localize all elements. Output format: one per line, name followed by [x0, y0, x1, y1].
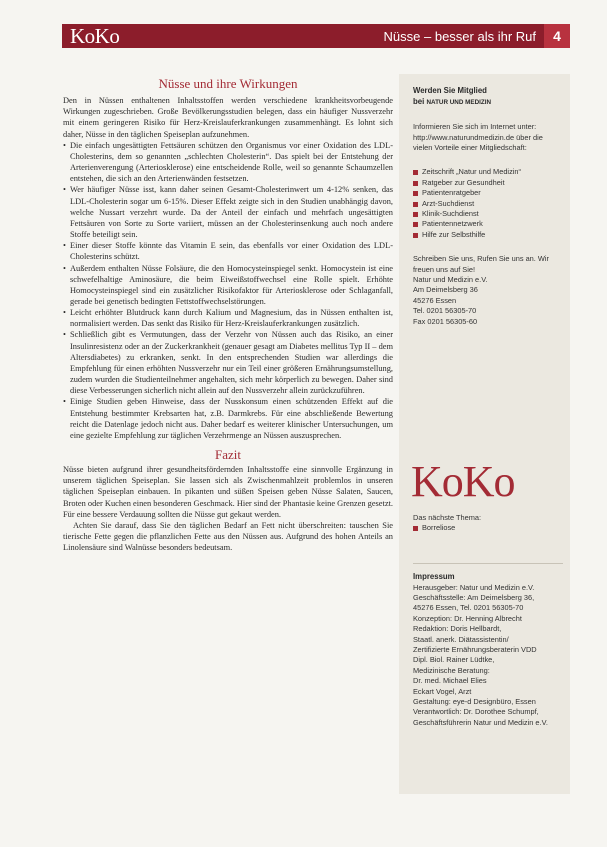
square-bullet-icon [413, 181, 418, 186]
fazit-paragraph: Achten Sie darauf, dass Sie den täglichen Bedarf an Fett nicht überschreiten: tauschen Sie tierische Fette gegen die pflanzlichen Fette aus den Nüssen aus. Aufgrund des hohen Anteils an Linolensäure sind Walnüsse besonders bedeutsam. [63, 520, 393, 553]
membership-heading-prefix: bei [413, 96, 427, 106]
list-item: • Außerdem enthalten Nüsse Folsäure, die den Homocysteinspiegel senkt. Homocystein ist eine schwefelhaltige Aminosäure, die beim Eiweißstoffwechsel eine Rolle spielt. Erhöhte Homocysteinspiegel sind ein zusätzlicher Risikofaktor für Arteriosklerose oder Schlaganfall, gerade bei genetisch bedingten Fettstoffwechselstörungen. [63, 263, 393, 308]
membership-heading [413, 86, 563, 108]
effects-list [63, 140, 393, 441]
fazit-heading: Fazit [215, 447, 241, 462]
contact-phone: Tel. 0201 56305-70 [413, 306, 477, 316]
list-item: Patientennetzwerk [413, 219, 563, 229]
fazit-paragraph: Nüsse bieten aufgrund ihrer gesundheitsfördernden Inhaltsstoffe eine sinnvolle Ergänzung in unserem täglichen Speiseplan. Sie lassen sich als Zwischenmahlzeit problemlos in unseren täglichen Speiseplan einbauen. In pikanten und süßen Speisen geben Nüsse Salaten, Saucen, Broten oder Kuchen einen besonderen Geschmack. Hier sind der Phantasie keine Grenzen gesetzt. Für eine bessere Verdauung sollten die Nüsse gut gekaut werden. [63, 465, 393, 519]
impressum-line: Zertifizierte Ernährungsberaterin VDD [413, 645, 537, 655]
divider [413, 563, 563, 564]
impressum-line: 45276 Essen, Tel. 0201 56305-70 [413, 603, 524, 613]
info-text: Informieren Sie sich im Internet unter: http://www.naturundmedizin.de über die vielen Vorteile einer Mitgliedschaft: [413, 122, 543, 152]
benefits-list [413, 167, 563, 240]
impressum-line: Geschäftsführerin Natur und Medizin e.V. [413, 717, 548, 727]
next-topic-block [413, 513, 563, 534]
impressum-block [413, 572, 563, 728]
impressum-line: Konzeption: Dr. Henning Albrecht [413, 613, 522, 623]
list-item: Hilfe zur Selbsthilfe [413, 230, 563, 240]
list-item: Arzt-Suchdienst [413, 199, 563, 209]
impressum-line: Medizinische Beratung: [413, 665, 490, 675]
list-item: Ratgeber zur Gesundheit [413, 178, 563, 188]
list-item: • Einer dieser Stoffe könnte das Vitamin E sein, das ebenfalls vor einer Oxidation des LDL-Cholesterins schützt. [63, 240, 393, 262]
contact-city: 45276 Essen [413, 295, 457, 305]
impressum-line: Dr. med. Michael Elies [413, 676, 487, 686]
article-heading: Nüsse und ihre Wirkungen [158, 76, 298, 91]
list-item: • Schließlich gibt es Vermutungen, dass der Verzehr von Nüssen auch das Risiko, an einer Insulinresistenz oder an der Zuckerkrankheit (genauer gesagt am Diabetes mellitus Typ II – dem Altersdiabetes) zu erkranken, senkt. In den entsprechenden Studien war allerdings die Empfehlung für einen erhöhten Nussverzehr nur ein Teil einer größeren Ernährungsumstellung, zudem wurden die Studienteilnehmer angehalten, sich mehr körperlich zu bewegen. Daher sind diese Verbesserungen sicherlich nicht allein auf den Nussverzehr allein zurückzuführen. [63, 329, 393, 396]
list-item: • Die einfach ungesättigten Fettsäuren schützen den Organismus vor einer Oxidation des LDL-Cholesterins, dem so genannten „schlechten Cholesterin“. Das spielt bei der Entstehung der Arterienverengung (Arteriosklerose) eine entscheidende Rolle, weil so genannte Schaumzellen entstehen, die sich an den Arterienwänden festsetzen. [63, 140, 393, 185]
square-bullet-icon [413, 212, 418, 217]
impressum-line: Verantwortlich: Dr. Dorothee Schumpf, [413, 707, 539, 717]
next-topic-list [413, 523, 563, 533]
square-bullet-icon [413, 526, 418, 531]
contact-intro: Schreiben Sie uns, Rufen Sie uns an. Wir freuen uns auf Sie! [413, 254, 549, 274]
square-bullet-icon [413, 170, 418, 175]
contact-org: Natur und Medizin e.V. [413, 275, 488, 285]
list-item: Zeitschrift „Natur und Medizin“ [413, 167, 563, 177]
koko-logo: KoKo [411, 457, 515, 506]
list-item: Klinik-Suchdienst [413, 209, 563, 219]
square-bullet-icon [413, 202, 418, 207]
list-item: • Leicht erhöhter Blutdruck kann durch Kalium und Magnesium, das in Nüssen enthalten ist, normalisiert werden. Das senkt das Risiko für Herz-Kreislauferkrankungen zusätzlich. [63, 307, 393, 329]
contact-street: Am Deimelsberg 36 [413, 285, 478, 295]
membership-heading-line1: Werden Sie Mitglied [413, 86, 487, 95]
impressum-heading: Impressum [413, 572, 455, 581]
membership-block [413, 86, 563, 327]
organization-name: NATUR UND MEDIZIN [426, 98, 492, 106]
square-bullet-icon [413, 191, 418, 196]
sidebar [399, 74, 570, 794]
list-item: Patientenratgeber [413, 188, 563, 198]
impressum-line: Herausgeber: Natur und Medizin e.V. [413, 582, 535, 592]
page-header [62, 24, 570, 48]
page-number: 4 [544, 24, 570, 48]
square-bullet-icon [413, 222, 418, 227]
list-item: Borreliose [413, 523, 563, 533]
list-item: • Wer häufiger Nüsse isst, kann daher seinen Gesamt-Cholesterinwert um 4-12% senken, das LDL-Cholesterin sogar um 6-15%. Dieser Effekt zeigte sich in den Studien unabhängig davon, welche Nussart verzehrt wurde. Da der Anteil der einfach und mehrfach ungesättigten Fettsäuren von Sorte zu Sorte variiert, müssen an der Cholesterinsenkung auch noch andere Stoffe beteiligt sein. [63, 184, 393, 240]
impressum-line: Eckart Vogel, Arzt [413, 686, 472, 696]
next-topic-label: Das nächste Thema: [413, 513, 482, 522]
header-title: Nüsse – besser als ihr Ruf [383, 29, 536, 44]
square-bullet-icon [413, 233, 418, 238]
impressum-line: Geschäftsstelle: Am Deimelsberg 36, [413, 593, 535, 602]
main-article [63, 74, 393, 553]
impressum-line: Staatl. anerk. Diätassistentin/ [413, 634, 509, 644]
list-item: • Einige Studien geben Hinweise, dass der Nusskonsum einen schützenden Effekt auf die Entstehung bestimmter Krebsarten hat, z.B. Darmkrebs. Für eine abschließende Bewertung reicht die Datenlage jedoch nicht aus. Daher bedarf es weiterer klinischer Untersuchungen, um eine gezielte Empfehlung zur täglichen Verzehrmenge an Nüssen auszusprechen. [63, 396, 393, 441]
impressum-line: Gestaltung: eye-d Designbüro, Essen [413, 697, 536, 707]
intro-paragraph: Den in Nüssen enthaltenen Inhaltsstoffen werden verschiedene krankheitsvorbeugende Wirkungen zugeschrieben. Große Bevölkerungsstudien belegen, dass ein häufiger Nussverzehr mit einem geringeren Risiko für Herz-Kreislauferkrankungen zusammenhängt. Es lohnt sich daher, Nüsse in den täglichen Speiseplan aufzunehmen. [63, 96, 393, 139]
header-logo: KoKo [70, 24, 120, 48]
impressum-line: Dipl. Biol. Rainer Lüdtke, [413, 655, 495, 665]
impressum-line: Redaktion: Doris Hellbardt, [413, 624, 502, 634]
contact-fax: Fax 0201 56305-60 [413, 316, 478, 326]
